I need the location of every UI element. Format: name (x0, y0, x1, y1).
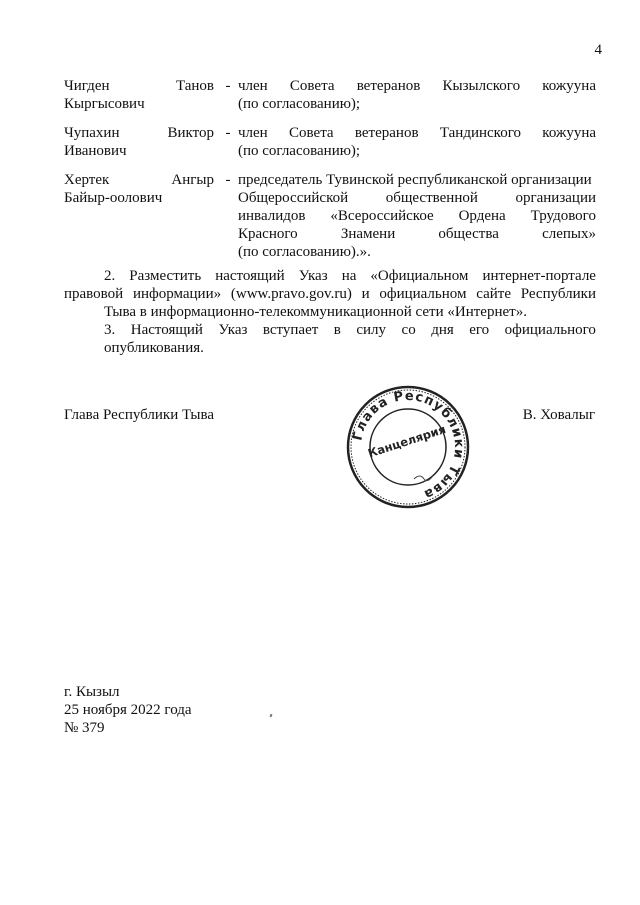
role-word: организации (515, 190, 596, 206)
role-word: Ордена (458, 208, 506, 224)
p2-word: интернет-портале (482, 268, 596, 284)
p2-line-2 (64, 285, 596, 303)
decree-paragraphs (64, 267, 596, 357)
member-given-name: Ангыр (171, 172, 214, 188)
role-word: общества (438, 226, 499, 242)
member-name (64, 77, 214, 113)
p3-word: силу (356, 322, 387, 338)
role-word: Совета (289, 78, 335, 94)
p2-word: Разместить (129, 268, 202, 284)
member-role-line (238, 225, 596, 243)
p2-word: 2. (104, 268, 116, 284)
member-role (238, 124, 596, 160)
member-role (238, 77, 596, 113)
member-role-line (238, 171, 596, 189)
role-word: кожууна (542, 125, 596, 141)
member-patronymic: Байыр-оолович (64, 190, 163, 206)
member-role (238, 171, 596, 261)
member-role-note: (по согласованию); (238, 143, 361, 159)
p2-line-1 (64, 267, 596, 285)
role-word: председатель Тувинской республиканской организации (238, 172, 592, 188)
member-role-note: (по согласованию).». (238, 244, 371, 260)
p2-word: на (341, 268, 357, 284)
member-surname: Хертек (64, 172, 110, 188)
signatory-position: Глава Республики Тыва (64, 407, 215, 423)
member-row (64, 171, 596, 261)
role-word: общественной (385, 190, 478, 206)
official-stamp (344, 383, 472, 511)
p3-word: его (469, 322, 490, 338)
member-given-name: Танов (175, 78, 214, 94)
p3-word: официального (504, 322, 596, 338)
p2-word: официальном (379, 286, 467, 302)
member-role-line (238, 189, 596, 207)
role-word: кожууна (542, 78, 596, 94)
role-word: Красного (238, 226, 298, 242)
p2-word: сайте (476, 286, 511, 302)
role-word: Трудового (530, 208, 596, 224)
role-word: член (238, 78, 268, 94)
p2-word: и (361, 286, 370, 302)
p2-word: информации» (132, 286, 222, 302)
p3-word: 3. (104, 322, 116, 338)
p2-word: Республики (520, 286, 596, 302)
footer-number: № 379 (64, 720, 105, 736)
member-row (64, 77, 596, 113)
p2-line-3: Тыва в информационно-телекоммуникационной сети «Интернет». (104, 304, 527, 320)
member-surname: Чупахин (64, 125, 120, 141)
member-patronymic: Иванович (64, 143, 127, 159)
member-name (64, 124, 214, 160)
member-name-line-1 (64, 124, 214, 142)
role-word: «Всероссийское (330, 208, 434, 224)
members-list (64, 77, 596, 261)
p2-word: Указ (298, 268, 328, 284)
role-word: инвалидов (238, 208, 306, 224)
member-dash: - (225, 125, 231, 141)
paragraph-2 (64, 267, 596, 321)
stamp-center-text: Канцелярия (366, 422, 448, 461)
p2-word: «Официальном (370, 268, 469, 284)
role-word: член (238, 125, 268, 141)
footer-details (64, 683, 192, 737)
member-patronymic: Кыргысович (64, 96, 145, 112)
p2-word: правовой (64, 286, 124, 302)
p3-word: Настоящий (130, 322, 203, 338)
member-row (64, 124, 596, 160)
member-role-line (238, 77, 596, 95)
member-role-line (238, 207, 596, 225)
scan-speck (270, 714, 273, 718)
page-number: 4 (594, 42, 602, 58)
footer-city: г. Кызыл (64, 684, 120, 700)
footer-date: 25 ноября 2022 года (64, 702, 192, 718)
member-name (64, 171, 214, 261)
member-name-line-1 (64, 77, 214, 95)
member-dash: - (225, 172, 231, 188)
p3-word: Указ (218, 322, 248, 338)
member-given-name: Виктор (167, 125, 214, 141)
role-word: ветеранов (354, 125, 419, 141)
paragraph-3 (64, 321, 596, 357)
member-role-note: (по согласованию); (238, 96, 361, 112)
signatory-name: В. Ховалыг (522, 407, 595, 423)
role-word: Совета (289, 125, 334, 141)
p3-word: в (333, 322, 341, 338)
member-role-line (238, 124, 596, 142)
role-word: Знамени (340, 226, 396, 242)
member-dash: - (225, 78, 231, 94)
stamp-outer-text: Глава Республики Тыва (350, 388, 467, 503)
role-word: Общероссийской (238, 190, 349, 206)
p3-word: дня (431, 322, 454, 338)
role-word: Кызылского (442, 78, 521, 94)
p3-word: со (401, 322, 416, 338)
p3-line-1 (64, 321, 596, 339)
role-word: ветеранов (356, 78, 421, 94)
p2-word: настоящий (215, 268, 285, 284)
p3-line-2: опубликования. (104, 340, 204, 356)
role-word: слепых» (542, 226, 596, 242)
p3-word: вступает (262, 322, 319, 338)
member-name-line-1 (64, 171, 214, 189)
p2-word: (www.pravo.gov.ru) (230, 286, 352, 302)
role-word: Тандинского (439, 125, 521, 141)
member-surname: Чигден (64, 78, 110, 94)
